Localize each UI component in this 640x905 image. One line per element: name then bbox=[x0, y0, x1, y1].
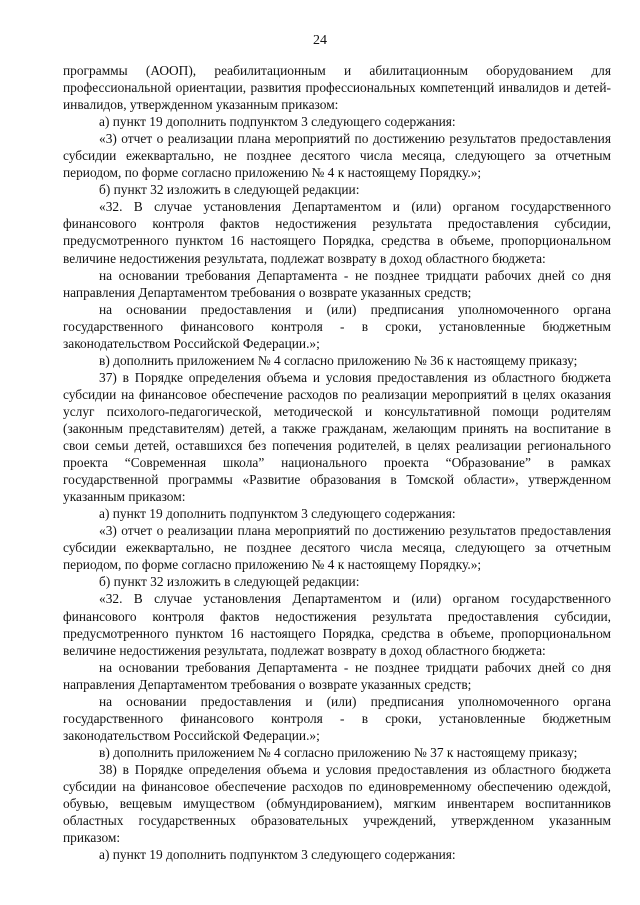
paragraph: а) пункт 19 дополнить подпунктом 3 следующего содержания: bbox=[99, 506, 456, 522]
paragraph: а) пункт 19 дополнить подпунктом 3 следующего содержания: bbox=[99, 847, 456, 863]
paragraph: «3) отчет о реализации плана мероприятий по достижению результатов предоставления субсидии ежеквартально, не позднее десятого числа месяца, следующего за отчетным периодом, по форме согласно приложению № 4 к настоящему Порядку.»; bbox=[63, 131, 611, 181]
paragraph: программы (АООП), реабилитационным и абилитационным оборудованием для профессиональной ориентации, развития профессиональных компетенций инвалидов и детей-инвалидов, утвержденном указанным приказом: bbox=[63, 63, 611, 113]
paragraph: 37) в Порядке определения объема и условия предоставления из областного бюджета субсидии на финансовое обеспечение расходов по реализации мероприятий в целях оказания услуг психолого-педагогической, методической и консультативной помощи родителям (законным представителям) детей, а также гражданам, желающим принять на воспитание в свои семьи детей, оставшихся без попечения родителей, в целях реализации регионального проекта “Современная школа” национального проекта “Образование” в рамках государственной программы «Развитие образования в Томской области», утвержденном указанным приказом: bbox=[63, 369, 611, 505]
paragraph: на основании требования Департамента - не позднее тридцати рабочих дней со дня направления Департаментом требования о возврате указанных средств; bbox=[63, 267, 611, 300]
paragraph: «32. В случае установления Департаментом и (или) органом государственного финансового контроля фактов недостижения результата предоставления субсидии, предусмотренного пунктом 16 настоящего Порядка, средства в объеме, пропорциональном величине недостижения результата, подлежат возврату в доход областного бюджета: bbox=[63, 199, 611, 266]
page-number: 24 bbox=[313, 33, 327, 48]
paragraph: на основании требования Департамента - не позднее тридцати рабочих дней со дня направления Департаментом требования о возврате указанных средств; bbox=[63, 659, 611, 692]
paragraph: на основании предоставления и (или) предписания уполномоченного органа государственного финансового контроля - в сроки, установленные бюджетным законодательством Российской Федерации.»; bbox=[63, 301, 611, 351]
paragraph: «32. В случае установления Департаментом и (или) органом государственного финансового контроля фактов недостижения результата предоставления субсидии, предусмотренного пунктом 16 настоящего Порядка, средства в объеме, пропорциональном величине недостижения результата, подлежат возврату в доход областного бюджета: bbox=[63, 591, 611, 658]
paragraph: на основании предоставления и (или) предписания уполномоченного органа государственного финансового контроля - в сроки, установленные бюджетным законодательством Российской Федерации.»; bbox=[63, 693, 611, 743]
paragraph: а) пункт 19 дополнить подпунктом 3 следующего содержания: bbox=[99, 114, 456, 130]
paragraph: в) дополнить приложением № 4 согласно приложению № 37 к настоящему приказу; bbox=[99, 744, 578, 760]
document-body bbox=[63, 62, 611, 863]
paragraph: «3) отчет о реализации плана мероприятий по достижению результатов предоставления субсидии ежеквартально, не позднее десятого числа месяца, следующего за отчетным периодом, по форме согласно приложению № 4 к настоящему Порядку.»; bbox=[63, 523, 611, 573]
paragraph: 38) в Порядке определения объема и условия предоставления из областного бюджета субсидии на финансовое обеспечение расходов по единовременному обеспечению одеждой, обувью, вещевым имуществом (обмундированием), мягким инвентарем воспитанников областных государственных образовательных учреждений, утвержденном указанным приказом: bbox=[63, 761, 611, 846]
paragraph: б) пункт 32 изложить в следующей редакции: bbox=[99, 574, 360, 590]
paragraph: б) пункт 32 изложить в следующей редакции: bbox=[99, 182, 360, 198]
paragraph: в) дополнить приложением № 4 согласно приложению № 36 к настоящему приказу; bbox=[99, 352, 578, 368]
